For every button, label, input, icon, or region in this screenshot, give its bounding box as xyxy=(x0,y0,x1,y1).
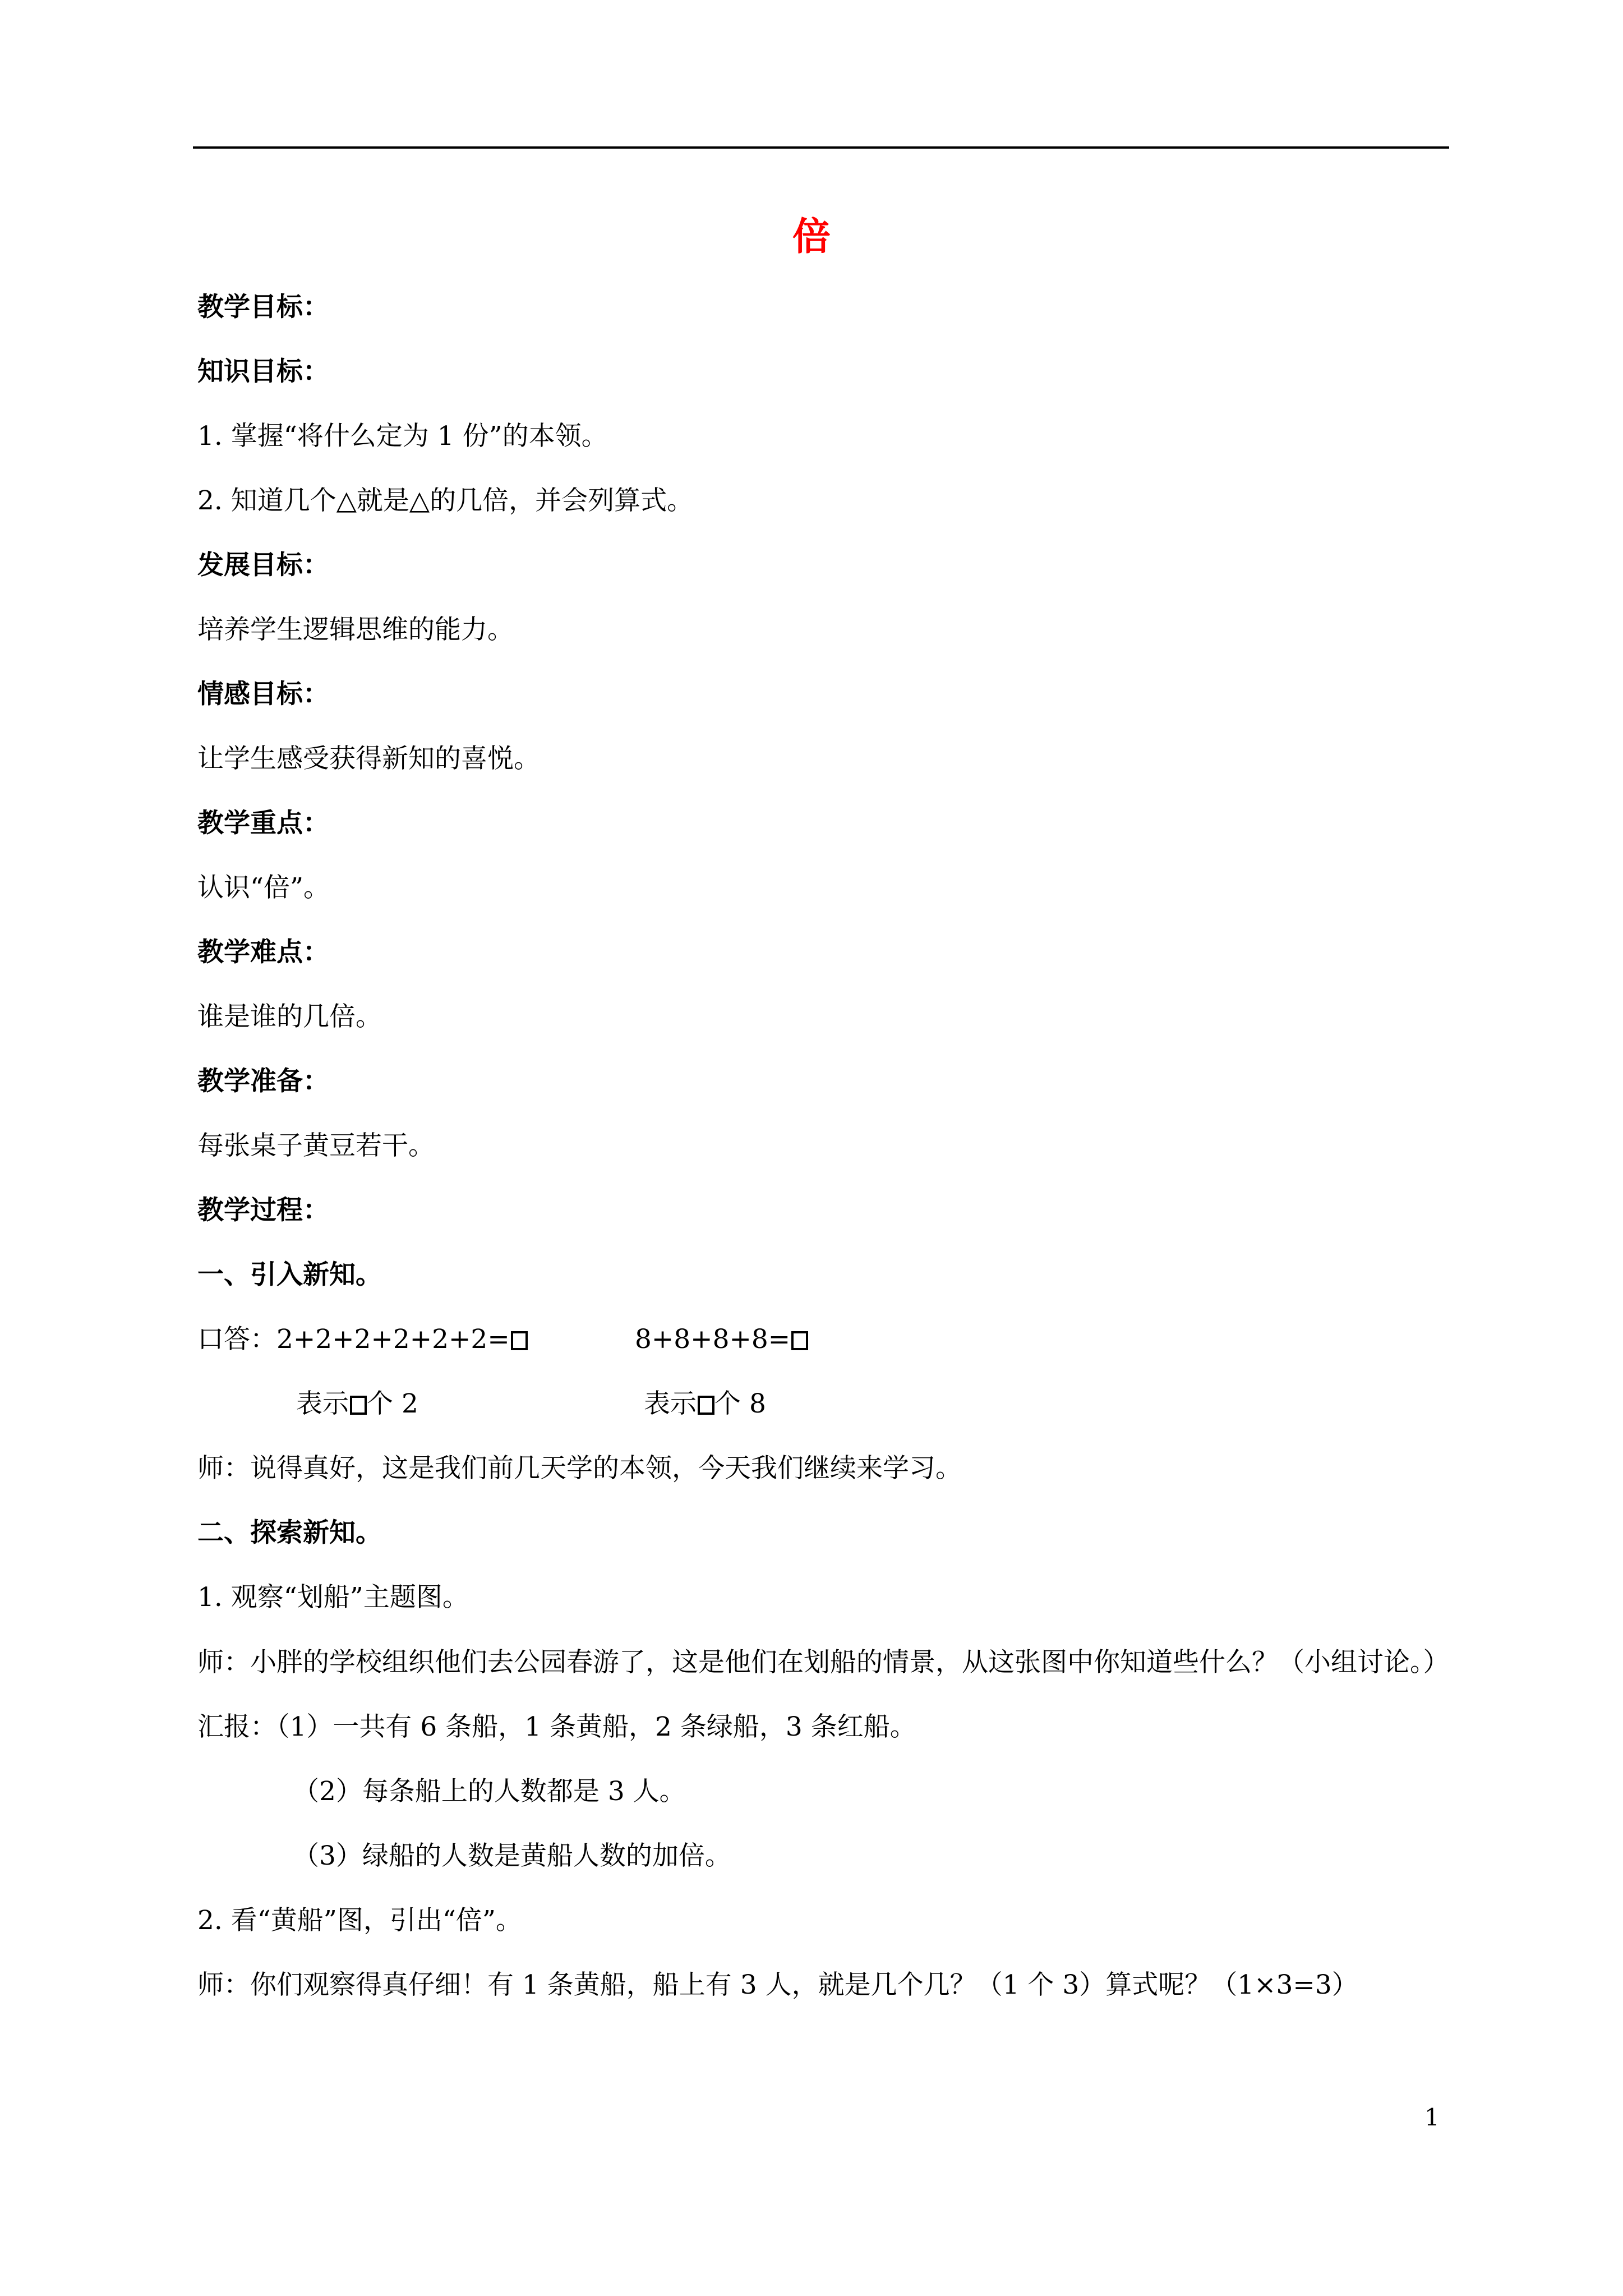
paragraph: 1. 观察“划船”主题图。 xyxy=(197,1582,469,1613)
oral-answer-row xyxy=(197,1324,1449,1355)
paragraph: 谁是谁的几倍。 xyxy=(197,1001,382,1032)
section-heading: 教学重点： xyxy=(197,808,329,839)
paragraph: 培养学生逻辑思维的能力。 xyxy=(197,614,514,645)
paragraph: 师：小胖的学校组织他们去公园春游了，这是他们在划船的情景，从这张图中你知道些什么？（小组讨论。） xyxy=(197,1647,1450,1678)
oral-answer-left: 口答：2+2+2+2+2+2= xyxy=(197,1324,528,1355)
header-rule xyxy=(193,146,1449,149)
paragraph: 汇报：（1）一共有 6 条船，1 条黄船，2 条绿船，3 条红船。 xyxy=(197,1711,916,1742)
paragraph: 让学生感受获得新知的喜悦。 xyxy=(197,743,540,774)
section-heading: 二、探索新知。 xyxy=(197,1517,382,1548)
meaning-left: 表示 个 2 xyxy=(296,1388,418,1419)
paragraph: 1. 掌握“将什么定为 1 份”的本领。 xyxy=(197,421,608,452)
section-heading: 教学过程： xyxy=(197,1195,329,1226)
document-body xyxy=(197,292,1449,2034)
answer-box xyxy=(791,1331,808,1350)
paragraph: 2. 看“黄船”图，引出“倍”。 xyxy=(197,1905,522,1936)
answer-box xyxy=(350,1396,367,1415)
section-heading: 教学目标： xyxy=(197,292,329,323)
section-heading: 一、引入新知。 xyxy=(197,1259,382,1290)
section-heading: 知识目标： xyxy=(197,356,329,387)
paragraph: 师：说得真好，这是我们前几天学的本领，今天我们继续来学习。 xyxy=(197,1453,962,1484)
section-heading: 情感目标： xyxy=(197,679,329,710)
meaning-right: 表示 个 8 xyxy=(644,1388,766,1419)
answer-box xyxy=(511,1331,528,1350)
paragraph: 2. 知道几个△就是△的几倍，并会列算式。 xyxy=(197,485,694,516)
meaning-row xyxy=(197,1388,1449,1420)
paragraph: （3）绿船的人数是黄船人数的加倍。 xyxy=(293,1841,731,1871)
page-title: 倍 xyxy=(792,215,831,259)
section-heading: 教学难点： xyxy=(197,937,329,968)
oral-answer-right: 8+8+8+8= xyxy=(635,1324,808,1355)
answer-box xyxy=(698,1396,714,1415)
paragraph: （2）每条船上的人数都是 3 人。 xyxy=(293,1776,686,1807)
paragraph: 师：你们观察得真仔细！有 1 条黄船，船上有 3 人，就是几个几？（1 个 3）算式呢？（1×3=3） xyxy=(197,1970,1358,2000)
page-number: 1 xyxy=(1424,2104,1440,2131)
section-heading: 教学准备： xyxy=(197,1066,329,1097)
paragraph: 认识“倍”。 xyxy=(197,872,330,903)
paragraph: 每张桌子黄豆若干。 xyxy=(197,1130,435,1161)
section-heading: 发展目标： xyxy=(197,550,329,581)
